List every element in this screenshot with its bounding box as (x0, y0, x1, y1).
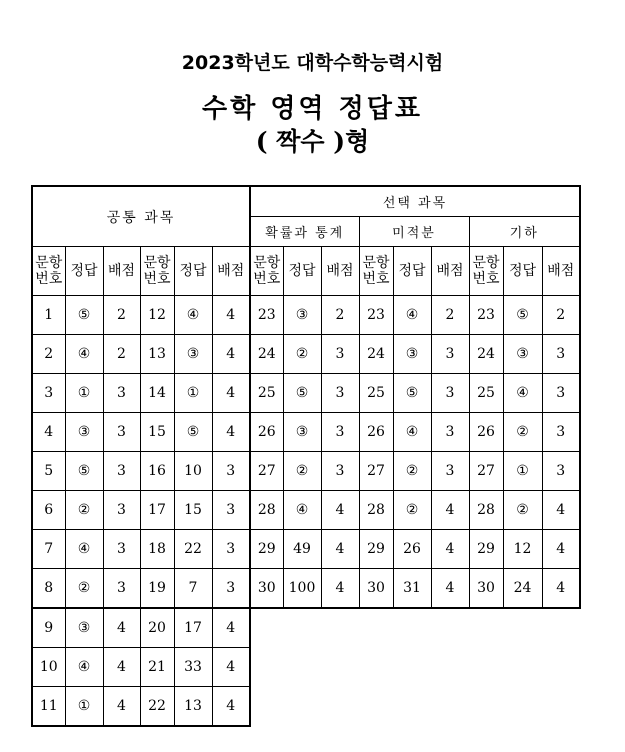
answer-cell: 33 (174, 648, 212, 687)
points-cell: 2 (103, 296, 140, 335)
answer-cell: ② (65, 491, 103, 530)
question-number-cell: 5 (32, 452, 65, 491)
answer-cell: ④ (174, 296, 212, 335)
question-number-cell: 10 (32, 648, 65, 687)
question-number-cell: 25 (250, 374, 283, 413)
answer-cell: ③ (283, 296, 321, 335)
question-number-header: 문항 번호 (32, 247, 65, 296)
answer-cell: 100 (283, 569, 321, 609)
points-cell: 3 (542, 335, 580, 374)
points-cell: 3 (542, 374, 580, 413)
elective-calculus-header: 미적분 (359, 217, 469, 247)
subject-title: 수학 영역 정답표 (202, 94, 423, 124)
question-number-cell: 25 (359, 374, 393, 413)
points-cell: 3 (542, 413, 580, 452)
question-number-cell: 30 (469, 569, 503, 609)
points-cell: 4 (212, 413, 250, 452)
question-number-cell: 27 (469, 452, 503, 491)
points-header: 배점 (542, 247, 580, 296)
answer-cell: ① (65, 374, 103, 413)
question-number-cell: 2 (32, 335, 65, 374)
answer-cell: 13 (174, 687, 212, 727)
points-cell: 3 (431, 374, 469, 413)
points-cell: 3 (103, 530, 140, 569)
question-number-cell: 15 (140, 413, 174, 452)
table-row (32, 374, 580, 413)
question-number-cell: 26 (469, 413, 503, 452)
points-cell: 3 (542, 452, 580, 491)
question-number-cell: 30 (359, 569, 393, 609)
question-number-cell: 18 (140, 530, 174, 569)
answer-cell: ⑤ (174, 413, 212, 452)
points-cell: 4 (212, 374, 250, 413)
question-number-cell: 28 (359, 491, 393, 530)
question-number-header: 문항 번호 (359, 247, 393, 296)
answer-cell: ③ (65, 413, 103, 452)
points-cell: 3 (321, 374, 359, 413)
question-number-cell: 21 (140, 648, 174, 687)
answer-cell: ④ (503, 374, 542, 413)
points-cell: 4 (212, 687, 250, 727)
points-cell: 3 (212, 491, 250, 530)
answer-cell: ③ (174, 335, 212, 374)
empty-area (250, 687, 580, 727)
answer-cell: ① (65, 687, 103, 727)
points-cell: 3 (103, 491, 140, 530)
answer-cell: ② (65, 569, 103, 609)
answer-cell: ① (503, 452, 542, 491)
answer-cell: 31 (393, 569, 431, 609)
answer-cell: ② (393, 491, 431, 530)
answer-cell: 49 (283, 530, 321, 569)
answer-cell: ② (283, 335, 321, 374)
question-number-cell: 24 (250, 335, 283, 374)
table-row (32, 687, 580, 727)
empty-area (250, 648, 580, 687)
table-row (32, 530, 580, 569)
question-number-header: 문항 번호 (140, 247, 174, 296)
question-number-cell: 14 (140, 374, 174, 413)
question-number-cell: 26 (359, 413, 393, 452)
answer-cell: ① (174, 374, 212, 413)
answer-cell: ④ (283, 491, 321, 530)
points-cell: 3 (212, 530, 250, 569)
form-type: ( 짝수 )형 (255, 127, 370, 156)
question-number-cell: 7 (32, 530, 65, 569)
points-cell: 4 (103, 648, 140, 687)
answer-cell: 26 (393, 530, 431, 569)
answer-cell: ⑤ (283, 374, 321, 413)
elective-prob-stat-header: 확률과 통계 (250, 217, 359, 247)
question-number-cell: 29 (359, 530, 393, 569)
empty-area (250, 608, 580, 648)
question-number-cell: 16 (140, 452, 174, 491)
points-header: 배점 (321, 247, 359, 296)
answer-table (31, 185, 581, 727)
answer-cell: 24 (503, 569, 542, 609)
points-header: 배점 (103, 247, 140, 296)
answer-cell: 15 (174, 491, 212, 530)
answer-cell: ③ (65, 608, 103, 648)
points-header: 배점 (212, 247, 250, 296)
points-cell: 4 (212, 335, 250, 374)
points-cell: 4 (542, 491, 580, 530)
answer-cell: ② (503, 491, 542, 530)
question-number-cell: 11 (32, 687, 65, 727)
points-cell: 3 (431, 452, 469, 491)
points-cell: 3 (431, 413, 469, 452)
points-cell: 2 (431, 296, 469, 335)
points-cell: 3 (321, 413, 359, 452)
answer-cell: ④ (65, 335, 103, 374)
points-cell: 2 (542, 296, 580, 335)
answer-cell: 22 (174, 530, 212, 569)
points-cell: 4 (542, 530, 580, 569)
question-number-header: 문항 번호 (250, 247, 283, 296)
table-row (32, 452, 580, 491)
points-cell: 4 (212, 648, 250, 687)
answer-header: 정답 (174, 247, 212, 296)
question-number-cell: 29 (469, 530, 503, 569)
answer-header: 정답 (503, 247, 542, 296)
common-subject-header: 공통 과목 (32, 186, 250, 247)
elective-geometry-header: 기하 (469, 217, 580, 247)
answer-cell: ④ (65, 648, 103, 687)
question-number-header: 문항 번호 (469, 247, 503, 296)
elective-subject-header: 선택 과목 (250, 186, 580, 217)
answer-cell: ④ (393, 296, 431, 335)
answer-cell: 12 (503, 530, 542, 569)
question-number-cell: 3 (32, 374, 65, 413)
points-cell: 2 (321, 296, 359, 335)
answer-cell: ⑤ (65, 452, 103, 491)
points-cell: 3 (103, 413, 140, 452)
points-cell: 3 (212, 569, 250, 609)
table-row (32, 413, 580, 452)
points-cell: 4 (103, 687, 140, 727)
points-cell: 2 (103, 335, 140, 374)
answer-cell: 17 (174, 608, 212, 648)
question-number-cell: 6 (32, 491, 65, 530)
answer-header: 정답 (393, 247, 431, 296)
points-cell: 4 (212, 296, 250, 335)
table-row (32, 335, 580, 374)
question-number-cell: 29 (250, 530, 283, 569)
question-number-cell: 30 (250, 569, 283, 609)
question-number-cell: 13 (140, 335, 174, 374)
question-number-cell: 1 (32, 296, 65, 335)
points-cell: 3 (103, 452, 140, 491)
question-number-cell: 8 (32, 569, 65, 609)
points-cell: 4 (212, 608, 250, 648)
points-header: 배점 (431, 247, 469, 296)
question-number-cell: 23 (359, 296, 393, 335)
answer-cell: ⑤ (393, 374, 431, 413)
question-number-cell: 4 (32, 413, 65, 452)
question-number-cell: 27 (250, 452, 283, 491)
points-cell: 4 (431, 530, 469, 569)
answer-cell: ⑤ (503, 296, 542, 335)
points-cell: 3 (103, 569, 140, 609)
table-row (32, 608, 580, 648)
points-cell: 4 (431, 569, 469, 609)
table-row (32, 491, 580, 530)
points-cell: 4 (321, 530, 359, 569)
question-number-cell: 23 (250, 296, 283, 335)
question-number-cell: 24 (359, 335, 393, 374)
question-number-cell: 19 (140, 569, 174, 609)
question-number-cell: 12 (140, 296, 174, 335)
points-cell: 4 (542, 569, 580, 609)
answer-cell: ② (283, 452, 321, 491)
answer-cell: 10 (174, 452, 212, 491)
points-cell: 3 (321, 452, 359, 491)
points-cell: 3 (212, 452, 250, 491)
answer-cell: ④ (393, 413, 431, 452)
table-row (32, 569, 580, 609)
answer-cell: ⑤ (65, 296, 103, 335)
question-number-cell: 27 (359, 452, 393, 491)
table-row (32, 648, 580, 687)
question-number-cell: 9 (32, 608, 65, 648)
question-number-cell: 26 (250, 413, 283, 452)
question-number-cell: 24 (469, 335, 503, 374)
points-cell: 4 (321, 569, 359, 609)
answer-header: 정답 (283, 247, 321, 296)
table-row (32, 296, 580, 335)
question-number-cell: 28 (250, 491, 283, 530)
question-number-cell: 17 (140, 491, 174, 530)
question-number-cell: 25 (469, 374, 503, 413)
answer-cell: ③ (503, 335, 542, 374)
points-cell: 3 (103, 374, 140, 413)
answer-cell: ④ (65, 530, 103, 569)
answer-cell: ② (503, 413, 542, 452)
points-cell: 4 (103, 608, 140, 648)
question-number-cell: 28 (469, 491, 503, 530)
answer-cell: ③ (283, 413, 321, 452)
answer-cell: 7 (174, 569, 212, 609)
points-cell: 3 (321, 335, 359, 374)
answer-header: 정답 (65, 247, 103, 296)
answer-cell: ② (393, 452, 431, 491)
points-cell: 4 (321, 491, 359, 530)
answer-cell: ③ (393, 335, 431, 374)
points-cell: 3 (431, 335, 469, 374)
question-number-cell: 22 (140, 687, 174, 727)
points-cell: 4 (431, 491, 469, 530)
exam-title: 2023학년도 대학수학능력시험 (181, 52, 444, 74)
question-number-cell: 23 (469, 296, 503, 335)
question-number-cell: 20 (140, 608, 174, 648)
